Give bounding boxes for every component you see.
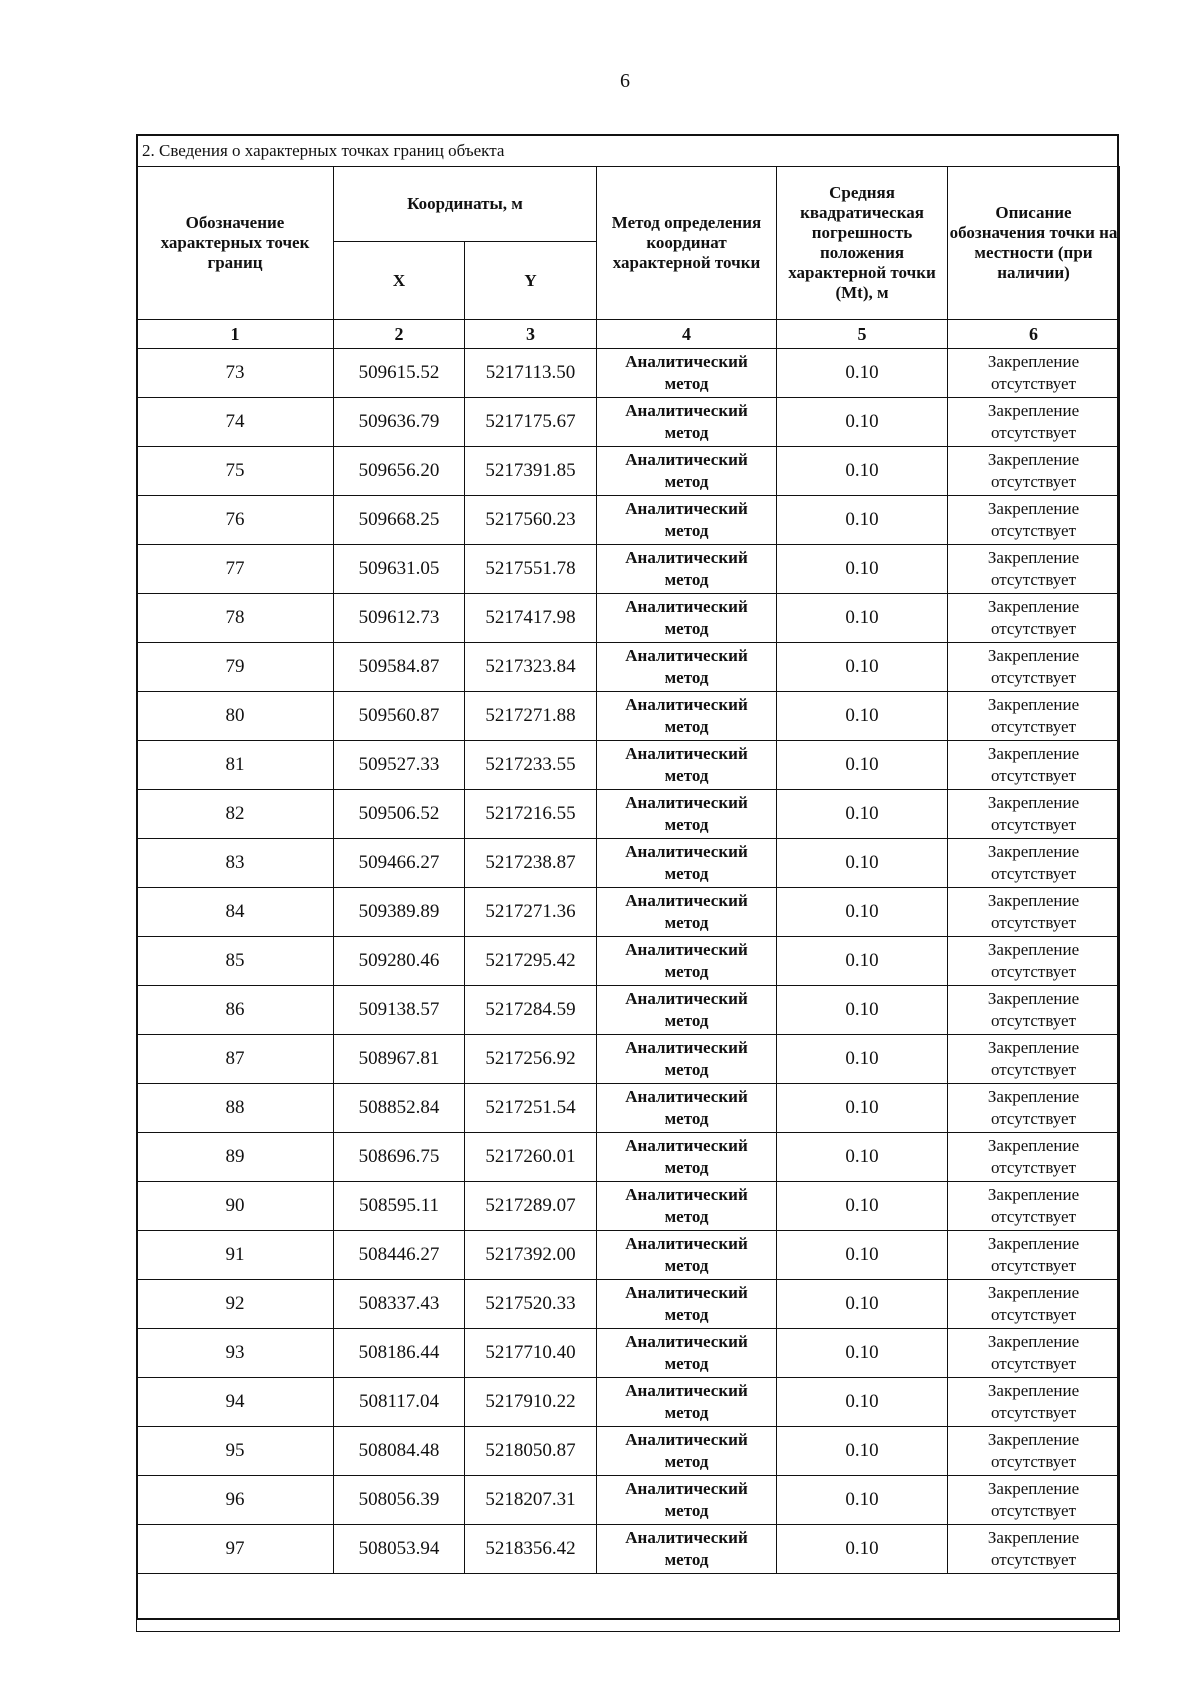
column-number: 1	[137, 320, 334, 349]
coordinate-y: 5217256.92	[465, 1035, 597, 1084]
coordinate-y: 5217113.50	[465, 349, 597, 398]
table-row	[137, 986, 1120, 1035]
method-text: Аналитический	[625, 1381, 748, 1400]
header-designation: Обозначение характерных точек границ	[137, 167, 334, 320]
description-text: Закрепление	[987, 1430, 1080, 1449]
description-cell	[948, 986, 1120, 1035]
error-value: 0.10	[777, 1035, 948, 1084]
error-value: 0.10	[777, 496, 948, 545]
method-cell	[597, 1084, 777, 1133]
table-row	[137, 1476, 1120, 1525]
method-text: Аналитический	[625, 1283, 748, 1302]
coordinate-x: 509631.05	[334, 545, 465, 594]
method-text: метод	[664, 1060, 709, 1079]
description-cell	[948, 349, 1120, 398]
coordinate-x: 509668.25	[334, 496, 465, 545]
coordinate-y: 5217295.42	[465, 937, 597, 986]
coordinate-y: 5217551.78	[465, 545, 597, 594]
coordinate-y: 5217238.87	[465, 839, 597, 888]
description-text: отсутствует	[990, 374, 1077, 393]
description-cell	[948, 888, 1120, 937]
method-cell	[597, 643, 777, 692]
method-text: Аналитический	[625, 695, 748, 714]
method-text: Аналитический	[625, 744, 748, 763]
description-text: Закрепление	[987, 1528, 1080, 1547]
coordinate-x: 508053.94	[334, 1525, 465, 1574]
description-text: отсутствует	[990, 1550, 1077, 1569]
method-text: Аналитический	[625, 989, 748, 1008]
method-text: Аналитический	[625, 1234, 748, 1253]
error-value: 0.10	[777, 790, 948, 839]
description-text: Закрепление	[987, 597, 1080, 616]
point-id: 93	[137, 1329, 334, 1378]
coordinate-x: 508696.75	[334, 1133, 465, 1182]
description-text: отсутствует	[990, 1305, 1077, 1324]
description-text: отсутствует	[990, 766, 1077, 785]
coordinate-y: 5217271.88	[465, 692, 597, 741]
empty-cell	[137, 1574, 1120, 1632]
error-value: 0.10	[777, 398, 948, 447]
method-text: метод	[664, 1109, 709, 1128]
point-id: 88	[137, 1084, 334, 1133]
description-cell	[948, 1378, 1120, 1427]
coordinate-y: 5217216.55	[465, 790, 597, 839]
error-value: 0.10	[777, 692, 948, 741]
method-cell	[597, 594, 777, 643]
description-cell	[948, 398, 1120, 447]
description-text: Закрепление	[987, 352, 1080, 371]
point-id: 75	[137, 447, 334, 496]
coordinate-x: 509560.87	[334, 692, 465, 741]
table-row	[137, 496, 1120, 545]
method-cell	[597, 398, 777, 447]
description-cell	[948, 1427, 1120, 1476]
description-cell	[948, 545, 1120, 594]
description-text: Закрепление	[987, 989, 1080, 1008]
method-cell	[597, 790, 777, 839]
coordinate-x: 508117.04	[334, 1378, 465, 1427]
description-cell	[948, 1182, 1120, 1231]
description-text: Закрепление	[987, 450, 1080, 469]
description-cell	[948, 594, 1120, 643]
coordinate-x: 508852.84	[334, 1084, 465, 1133]
description-text: отсутствует	[990, 1256, 1077, 1275]
error-value: 0.10	[777, 643, 948, 692]
table-row	[137, 1329, 1120, 1378]
method-text: метод	[664, 570, 709, 589]
description-cell	[948, 1476, 1120, 1525]
table-row	[137, 643, 1120, 692]
description-text: отсутствует	[990, 1060, 1077, 1079]
coordinate-y: 5218207.31	[465, 1476, 597, 1525]
error-value: 0.10	[777, 986, 948, 1035]
coordinate-y: 5217417.98	[465, 594, 597, 643]
header-y: Y	[465, 242, 597, 320]
method-text: метод	[664, 717, 709, 736]
method-text: Аналитический	[625, 940, 748, 959]
coordinate-y: 5217710.40	[465, 1329, 597, 1378]
point-id: 79	[137, 643, 334, 692]
description-text: отсутствует	[990, 619, 1077, 638]
description-cell	[948, 496, 1120, 545]
point-id: 74	[137, 398, 334, 447]
point-id: 97	[137, 1525, 334, 1574]
description-text: Закрепление	[987, 1332, 1080, 1351]
description-text: отсутствует	[990, 1109, 1077, 1128]
method-text: метод	[664, 962, 709, 981]
method-text: Аналитический	[625, 401, 748, 420]
method-text: Аналитический	[625, 646, 748, 665]
method-text: метод	[664, 1207, 709, 1226]
coordinate-x: 509389.89	[334, 888, 465, 937]
description-text: Закрепление	[987, 793, 1080, 812]
page-number: 6	[620, 70, 630, 92]
table-row	[137, 741, 1120, 790]
coordinate-x: 508186.44	[334, 1329, 465, 1378]
method-text: метод	[664, 668, 709, 687]
header-x: X	[334, 242, 465, 320]
description-text: Закрепление	[987, 695, 1080, 714]
error-value: 0.10	[777, 1182, 948, 1231]
description-text: Закрепление	[987, 401, 1080, 420]
description-text: Закрепление	[987, 1234, 1080, 1253]
method-cell	[597, 986, 777, 1035]
method-text: метод	[664, 1452, 709, 1471]
method-cell	[597, 937, 777, 986]
point-id: 90	[137, 1182, 334, 1231]
method-cell	[597, 447, 777, 496]
method-text: метод	[664, 1256, 709, 1275]
point-id: 73	[137, 349, 334, 398]
error-value: 0.10	[777, 839, 948, 888]
method-text: Аналитический	[625, 548, 748, 567]
coordinate-y: 5218050.87	[465, 1427, 597, 1476]
description-text: отсутствует	[990, 815, 1077, 834]
description-text: Закрепление	[987, 1185, 1080, 1204]
point-id: 82	[137, 790, 334, 839]
description-cell	[948, 839, 1120, 888]
method-text: метод	[664, 423, 709, 442]
section-title: 2. Сведения о характерных точках границ объекта	[142, 141, 505, 160]
header-description: Описание обозначения точки на местности (при наличии)	[948, 167, 1120, 320]
coordinate-y: 5217260.01	[465, 1133, 597, 1182]
coordinate-y: 5217520.33	[465, 1280, 597, 1329]
point-id: 78	[137, 594, 334, 643]
method-cell	[597, 1476, 777, 1525]
table-row	[137, 1231, 1120, 1280]
description-text: Закрепление	[987, 1136, 1080, 1155]
method-cell	[597, 839, 777, 888]
description-cell	[948, 1329, 1120, 1378]
table-row	[137, 398, 1120, 447]
method-text: метод	[664, 1501, 709, 1520]
description-text: отсутствует	[990, 913, 1077, 932]
method-text: Аналитический	[625, 1528, 748, 1547]
method-text: метод	[664, 766, 709, 785]
table-row	[137, 1427, 1120, 1476]
empty-row	[137, 1574, 1120, 1632]
point-id: 81	[137, 741, 334, 790]
coordinate-y: 5217271.36	[465, 888, 597, 937]
column-number: 4	[597, 320, 777, 349]
method-text: Аналитический	[625, 891, 748, 910]
boundary-points-table	[136, 166, 1120, 1632]
description-text: Закрепление	[987, 1479, 1080, 1498]
point-id: 91	[137, 1231, 334, 1280]
method-text: Аналитический	[625, 1332, 748, 1351]
coordinate-x: 509280.46	[334, 937, 465, 986]
point-id: 77	[137, 545, 334, 594]
error-value: 0.10	[777, 888, 948, 937]
point-id: 84	[137, 888, 334, 937]
method-cell	[597, 1280, 777, 1329]
table-row	[137, 1035, 1120, 1084]
error-value: 0.10	[777, 1427, 948, 1476]
description-text: Закрепление	[987, 1038, 1080, 1057]
coordinate-y: 5217560.23	[465, 496, 597, 545]
coordinate-y: 5217251.54	[465, 1084, 597, 1133]
description-text: отсутствует	[990, 570, 1077, 589]
point-id: 80	[137, 692, 334, 741]
description-text: Закрепление	[987, 891, 1080, 910]
coordinate-y: 5217175.67	[465, 398, 597, 447]
error-value: 0.10	[777, 1280, 948, 1329]
description-text: Закрепление	[987, 1381, 1080, 1400]
column-number: 2	[334, 320, 465, 349]
table-row	[137, 1378, 1120, 1427]
method-text: метод	[664, 472, 709, 491]
table-row	[137, 545, 1120, 594]
table-row	[137, 447, 1120, 496]
coordinate-x: 508967.81	[334, 1035, 465, 1084]
description-text: Закрепление	[987, 940, 1080, 959]
column-number-row	[137, 320, 1120, 349]
description-cell	[948, 643, 1120, 692]
table-row	[137, 1182, 1120, 1231]
error-value: 0.10	[777, 937, 948, 986]
method-text: Аналитический	[625, 1038, 748, 1057]
method-text: Аналитический	[625, 1136, 748, 1155]
description-text: отсутствует	[990, 864, 1077, 883]
coordinate-x: 509612.73	[334, 594, 465, 643]
coordinate-x: 509466.27	[334, 839, 465, 888]
description-text: Закрепление	[987, 842, 1080, 861]
method-cell	[597, 741, 777, 790]
point-id: 86	[137, 986, 334, 1035]
method-text: Аналитический	[625, 597, 748, 616]
coordinate-y: 5217391.85	[465, 447, 597, 496]
description-text: отсутствует	[990, 717, 1077, 736]
coordinate-x: 509636.79	[334, 398, 465, 447]
method-cell	[597, 888, 777, 937]
method-text: метод	[664, 913, 709, 932]
method-text: метод	[664, 1354, 709, 1373]
method-text: метод	[664, 1305, 709, 1324]
description-text: Закрепление	[987, 499, 1080, 518]
description-cell	[948, 1133, 1120, 1182]
table-row	[137, 1133, 1120, 1182]
point-id: 87	[137, 1035, 334, 1084]
coordinate-y: 5217910.22	[465, 1378, 597, 1427]
description-cell	[948, 1035, 1120, 1084]
coordinate-y: 5217392.00	[465, 1231, 597, 1280]
description-cell	[948, 1525, 1120, 1574]
description-text: отсутствует	[990, 521, 1077, 540]
error-value: 0.10	[777, 741, 948, 790]
description-text: отсутствует	[990, 1501, 1077, 1520]
description-text: отсутствует	[990, 1207, 1077, 1226]
method-cell	[597, 1231, 777, 1280]
method-text: Аналитический	[625, 1087, 748, 1106]
coordinate-y: 5218356.42	[465, 1525, 597, 1574]
coordinate-x: 509506.52	[334, 790, 465, 839]
coordinate-x: 508446.27	[334, 1231, 465, 1280]
description-cell	[948, 447, 1120, 496]
method-cell	[597, 1329, 777, 1378]
method-text: Аналитический	[625, 1185, 748, 1204]
method-cell	[597, 1378, 777, 1427]
header-coordinates: Координаты, м	[334, 167, 597, 242]
table-row	[137, 1525, 1120, 1574]
coordinate-y: 5217323.84	[465, 643, 597, 692]
method-text: метод	[664, 864, 709, 883]
method-cell	[597, 545, 777, 594]
method-text: Аналитический	[625, 842, 748, 861]
method-cell	[597, 1182, 777, 1231]
coordinate-x: 508337.43	[334, 1280, 465, 1329]
description-text: отсутствует	[990, 472, 1077, 491]
coordinate-x: 509527.33	[334, 741, 465, 790]
description-cell	[948, 937, 1120, 986]
error-value: 0.10	[777, 349, 948, 398]
method-cell	[597, 1035, 777, 1084]
error-value: 0.10	[777, 1133, 948, 1182]
description-cell	[948, 1231, 1120, 1280]
coordinate-x: 508056.39	[334, 1476, 465, 1525]
error-value: 0.10	[777, 1084, 948, 1133]
coordinate-x: 509615.52	[334, 349, 465, 398]
coordinate-x: 508595.11	[334, 1182, 465, 1231]
point-id: 85	[137, 937, 334, 986]
point-id: 95	[137, 1427, 334, 1476]
method-cell	[597, 349, 777, 398]
description-text: Закрепление	[987, 1283, 1080, 1302]
method-text: метод	[664, 619, 709, 638]
point-id: 92	[137, 1280, 334, 1329]
method-cell	[597, 1133, 777, 1182]
point-id: 94	[137, 1378, 334, 1427]
description-cell	[948, 790, 1120, 839]
header-method: Метод определения координат характерной точки	[597, 167, 777, 320]
table-row	[137, 1280, 1120, 1329]
error-value: 0.10	[777, 1476, 948, 1525]
error-value: 0.10	[777, 1329, 948, 1378]
table-body	[137, 349, 1120, 1574]
method-text: метод	[664, 815, 709, 834]
method-cell	[597, 1427, 777, 1476]
method-cell	[597, 1525, 777, 1574]
description-text: отсутствует	[990, 1403, 1077, 1422]
error-value: 0.10	[777, 594, 948, 643]
point-id: 89	[137, 1133, 334, 1182]
column-number: 5	[777, 320, 948, 349]
table-row	[137, 349, 1120, 398]
error-value: 0.10	[777, 1378, 948, 1427]
description-text: отсутствует	[990, 1011, 1077, 1030]
description-text: Закрепление	[987, 548, 1080, 567]
description-text: Закрепление	[987, 744, 1080, 763]
description-text: отсутствует	[990, 1354, 1077, 1373]
header-error: Средняя квадратическая погрешность положения характерной точки (Mt), м	[777, 167, 948, 320]
method-text: метод	[664, 1550, 709, 1569]
coordinate-x: 509584.87	[334, 643, 465, 692]
coordinate-x: 508084.48	[334, 1427, 465, 1476]
method-cell	[597, 496, 777, 545]
method-text: Аналитический	[625, 499, 748, 518]
point-id: 76	[137, 496, 334, 545]
error-value: 0.10	[777, 1525, 948, 1574]
error-value: 0.10	[777, 1231, 948, 1280]
point-id: 83	[137, 839, 334, 888]
error-value: 0.10	[777, 447, 948, 496]
description-cell	[948, 1084, 1120, 1133]
table-row	[137, 692, 1120, 741]
method-text: метод	[664, 521, 709, 540]
coordinate-x: 509138.57	[334, 986, 465, 1035]
method-text: метод	[664, 1158, 709, 1177]
description-text: Закрепление	[987, 1087, 1080, 1106]
description-text: отсутствует	[990, 423, 1077, 442]
coordinate-y: 5217284.59	[465, 986, 597, 1035]
table-row	[137, 1084, 1120, 1133]
description-cell	[948, 692, 1120, 741]
method-text: Аналитический	[625, 450, 748, 469]
description-text: Закрепление	[987, 646, 1080, 665]
column-number: 3	[465, 320, 597, 349]
method-text: Аналитический	[625, 1430, 748, 1449]
method-text: Аналитический	[625, 1479, 748, 1498]
method-text: Аналитический	[625, 352, 748, 371]
description-text: отсутствует	[990, 668, 1077, 687]
table-row	[137, 790, 1120, 839]
method-cell	[597, 692, 777, 741]
boundary-points-section	[136, 134, 1119, 1620]
table-row	[137, 594, 1120, 643]
table-row	[137, 937, 1120, 986]
method-text: Аналитический	[625, 793, 748, 812]
coordinate-y: 5217289.07	[465, 1182, 597, 1231]
description-text: отсутствует	[990, 1158, 1077, 1177]
coordinate-x: 509656.20	[334, 447, 465, 496]
description-cell	[948, 741, 1120, 790]
coordinate-y: 5217233.55	[465, 741, 597, 790]
method-text: метод	[664, 374, 709, 393]
description-text: отсутствует	[990, 1452, 1077, 1471]
table-row	[137, 839, 1120, 888]
method-text: метод	[664, 1011, 709, 1030]
table-row	[137, 888, 1120, 937]
error-value: 0.10	[777, 545, 948, 594]
description-text: отсутствует	[990, 962, 1077, 981]
method-text: метод	[664, 1403, 709, 1422]
column-number: 6	[948, 320, 1120, 349]
description-cell	[948, 1280, 1120, 1329]
point-id: 96	[137, 1476, 334, 1525]
